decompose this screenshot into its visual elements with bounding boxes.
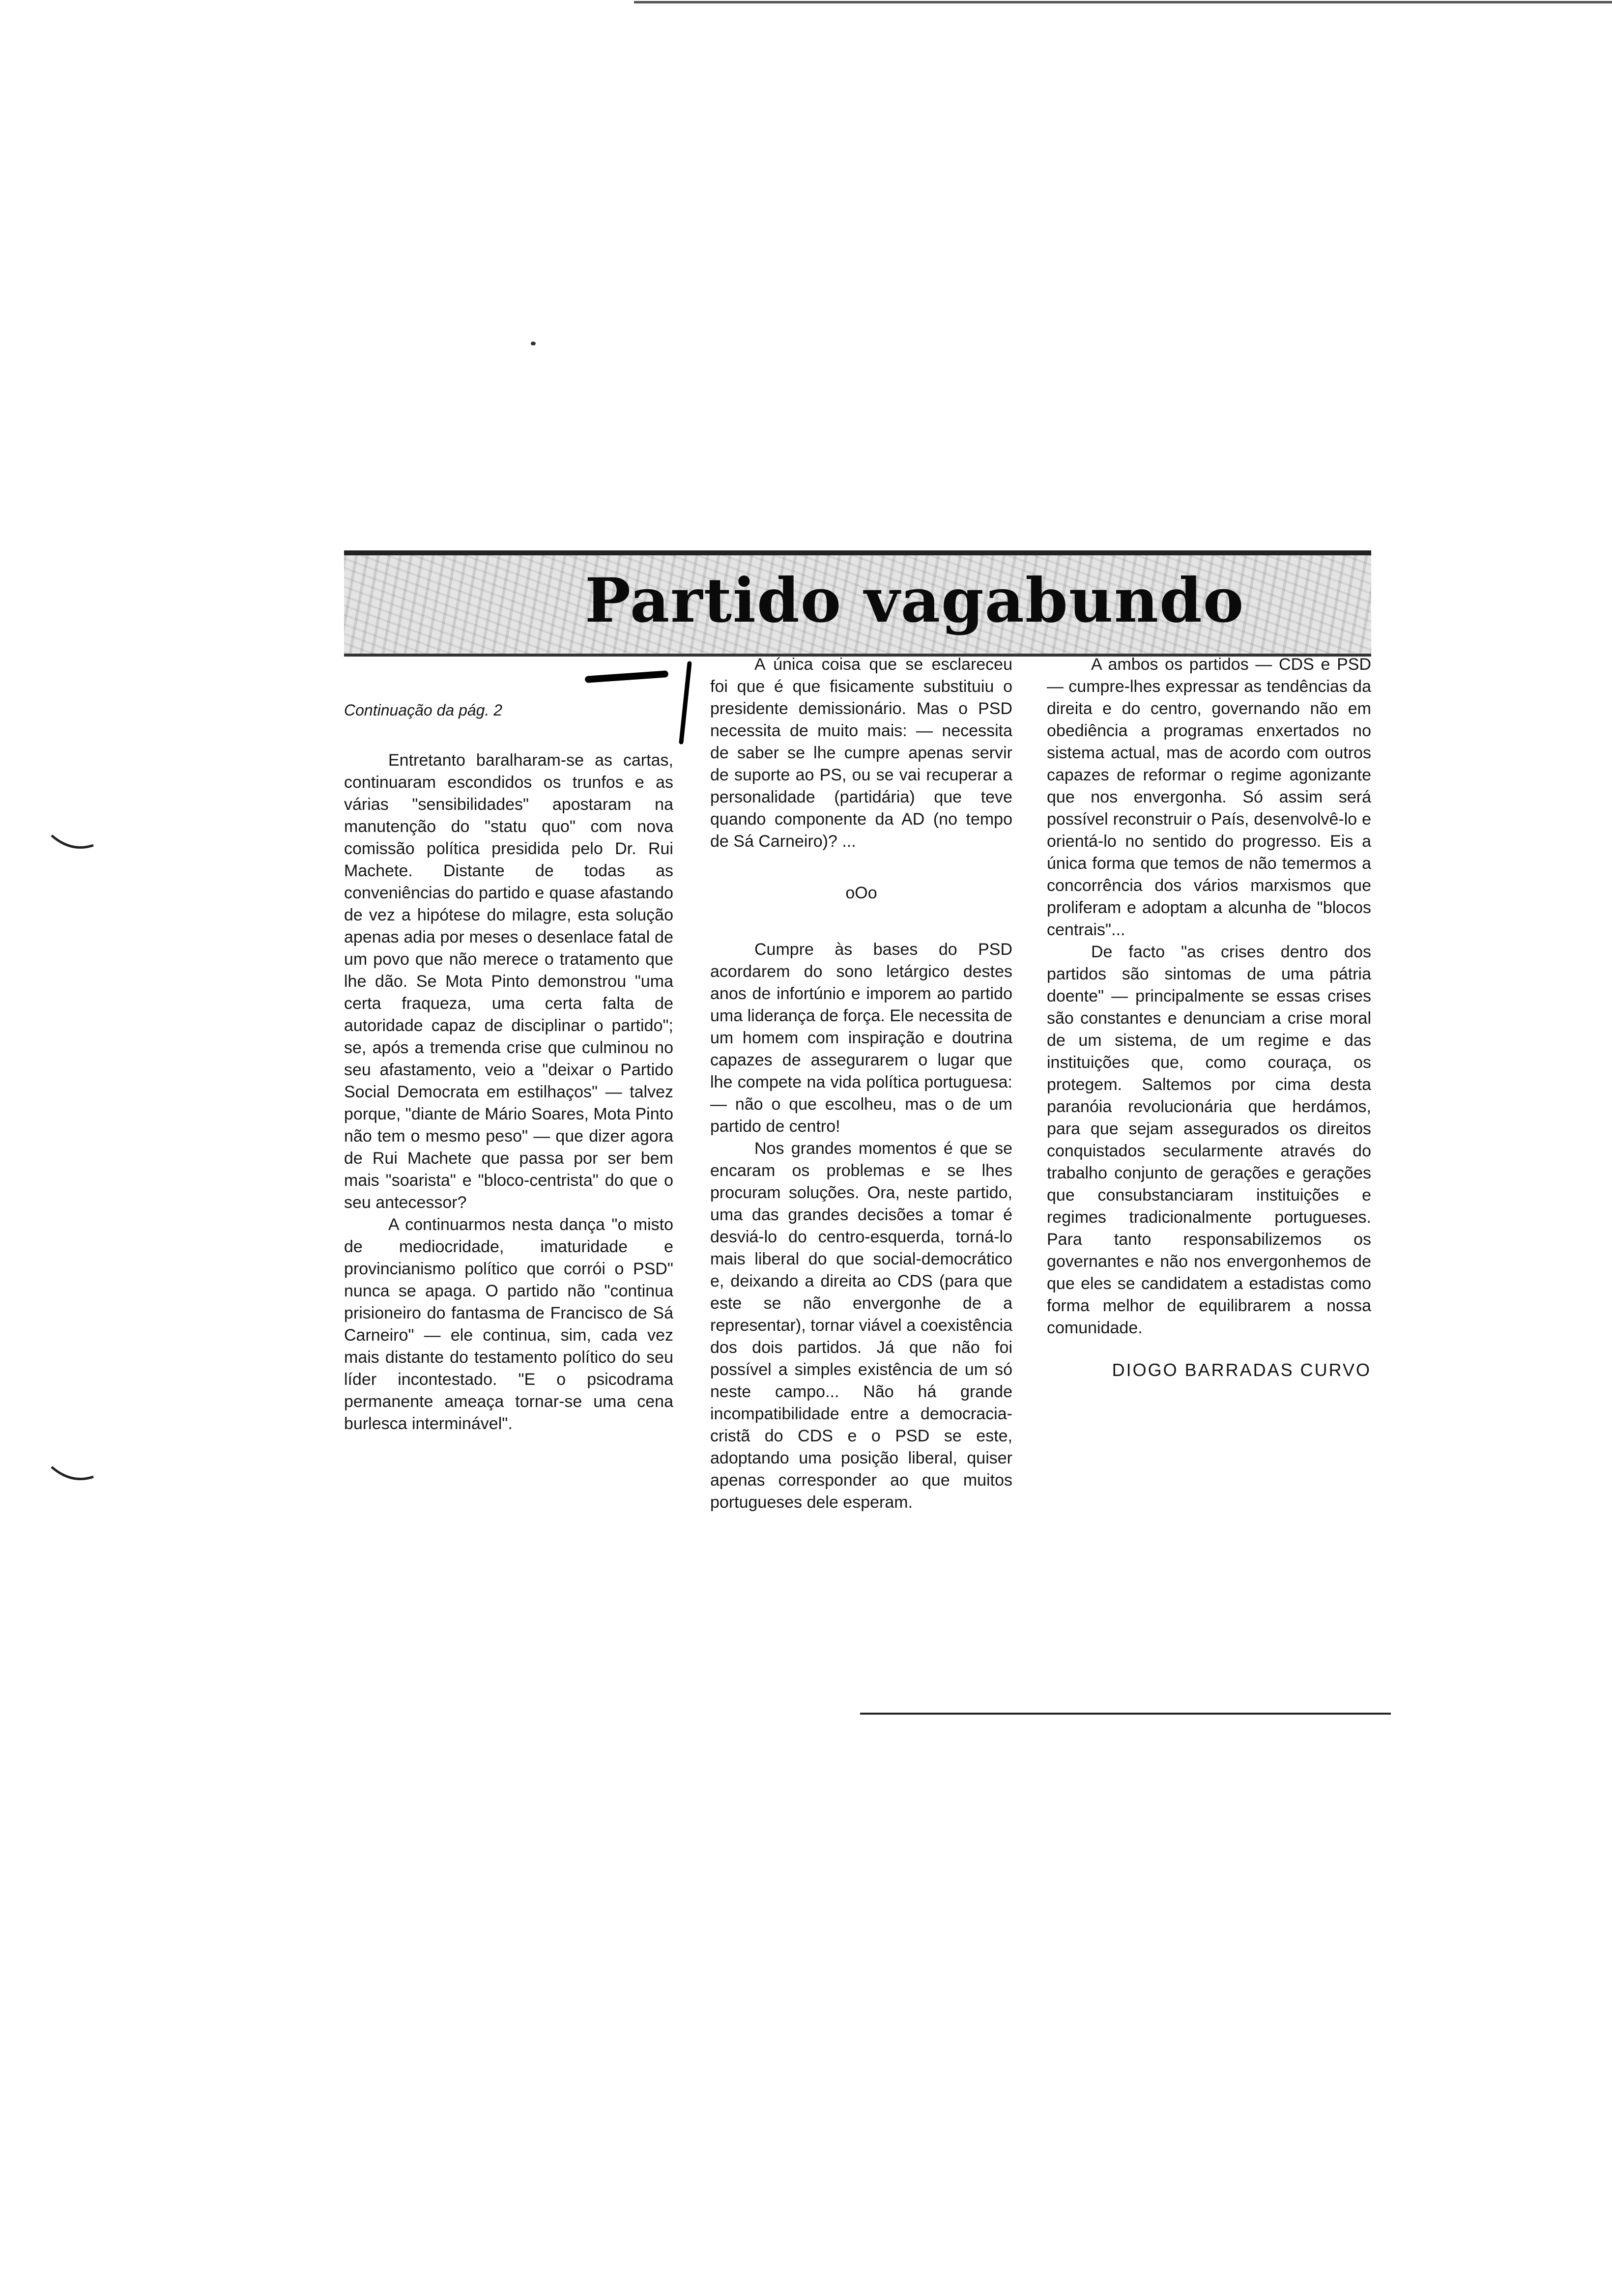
- paragraph: Entretanto baralharam-se as cartas, continuaram escondidos os trunfos e as várias "sensibilidades" apostaram na manutenção do "statu quo" com nova comissão política presidida pelo Dr. Rui Machete. Distante de todas as conveniências do partido e quase afastando de vez a hipótese do milagre, esta solução apenas adia por meses o desenlace fatal de um povo que não merece o tratamento que lhe dão. Se Mota Pinto demonstrou "uma certa fraqueza, uma certa falta de autoridade capaz de disciplinar o partido"; se, após a tremenda crise que culminou no seu afastamento, veio a "deixar o Partido Social Democrata em estilhaços" — talvez porque, "diante de Mário Soares, Mota Pinto não tem o mesmo peso" — que dizer agora de Rui Machete que passa por ser bem mais "soarista" e "bloco-centrista" do que o seu antecessor?: [344, 751, 673, 1212]
- paragraph: Cumpre às bases do PSD acordarem do sono letárgico destes anos de infortúnio e imporem ao partido uma liderança de força. Ele necessita de um homem com inspiração e doutrina capazes de assegurarem o lugar que lhe compete na vida política portuguesa: — não o que escolheu, mas o de um partido de centro!: [710, 940, 1012, 1136]
- paragraph: A continuarmos nesta dança "o misto de mediocridade, imaturidade e provincianismo político que corrói o PSD" nunca se apaga. O partido não "continua prisioneiro do fantasma de Francisco de Sá Carneiro" — ele continua, sim, cada vez mais distante do testamento político do seu líder incontestado. "E o psicodrama permanente ameaça tornar-se uma cena burlesca interminável".: [344, 1215, 673, 1433]
- author-byline: DIOGO BARRADAS CURVO: [1112, 1360, 1371, 1380]
- article-column-1: [344, 700, 673, 1435]
- continuation-note: Continuação da pág. 2: [344, 701, 503, 719]
- pen-stroke-vertical: [679, 661, 692, 745]
- paragraph: A ambos os partidos — CDS e PSD — cumpre-lhes expressar as tendências da direita e do centro, governando não em obediência a programas enxertados no sistema actual, mas de acordo com outros capazes de reformar o regime agonizante que nos envergonha. Só assim será possível reconstruir o País, desenvolvê-lo e orientá-lo no sentido do progresso. Eis a única forma que temos de não temermos a concorrência dos vários marxismos que proliferam e adoptam a alcunha de "blocos centrais"...: [1047, 655, 1371, 939]
- article-column-2: [710, 654, 1012, 1514]
- pen-stroke-arrow: [585, 670, 669, 683]
- paragraph: De facto "as crises dentro dos partidos são sintomas de uma pátria doente" — principalmente se essas crises são constantes e denunciam a crise moral de um sistema, de um regime e das instituições que, como couraça, os protegem. Saltemos por cima desta paranóia revolucionária que herdámos, para que sejam assegurados os direitos conquistados secularmente através do trabalho conjunto de gerações e gerações que consubstanciaram instituições e regimes tradicionalmente portugueses. Para tanto responsabilizemos os governantes e não nos envergonhemos de que eles se candidatem a estadistas como forma melhor de equilibrarem a nossa comunidade.: [1047, 943, 1371, 1337]
- scan-edge-line: [634, 1, 1612, 3]
- article-column-3: [1047, 654, 1371, 1381]
- paragraph: A única coisa que se esclareceu foi que é que fisicamente substituiu o presidente demissionário. Mas o PSD necessita de muito mais: — necessita de saber se lhe cumpre apenas servir de suporte ao PS, ou se vai recuperar a personalidade (partidária) que teve quando componente da AD (no tempo de Sá Carneiro)? ...: [710, 655, 1012, 851]
- punch-hole-mark-lower: [49, 1462, 98, 1487]
- bottom-rule: [860, 1713, 1391, 1715]
- headline-banner: [344, 550, 1371, 657]
- scan-dot: [531, 342, 536, 345]
- punch-hole-mark-upper: [49, 831, 98, 855]
- section-separator: oOo: [845, 884, 877, 902]
- paragraph: Nos grandes momentos é que se encaram os problemas e se lhes procuram soluções. Ora, neste partido, uma das grandes decisões a tomar é desviá-lo do centro-esquerda, torná-lo mais liberal do que social-democrático e, deixando a direita ao CDS (para que este se não envergonhe de a representar), tornar viável a coexistência dos dois partidos. Já que não foi possível a simples existência de um só neste campo... Não há grande incompatibilidade entre a democracia-cristã do CDS e o PSD se este, adoptando uma posição liberal, quiser apenas corresponder ao que muitos portugueses dele esperam.: [710, 1139, 1012, 1512]
- article-headline: Partido vagabundo: [585, 565, 1245, 636]
